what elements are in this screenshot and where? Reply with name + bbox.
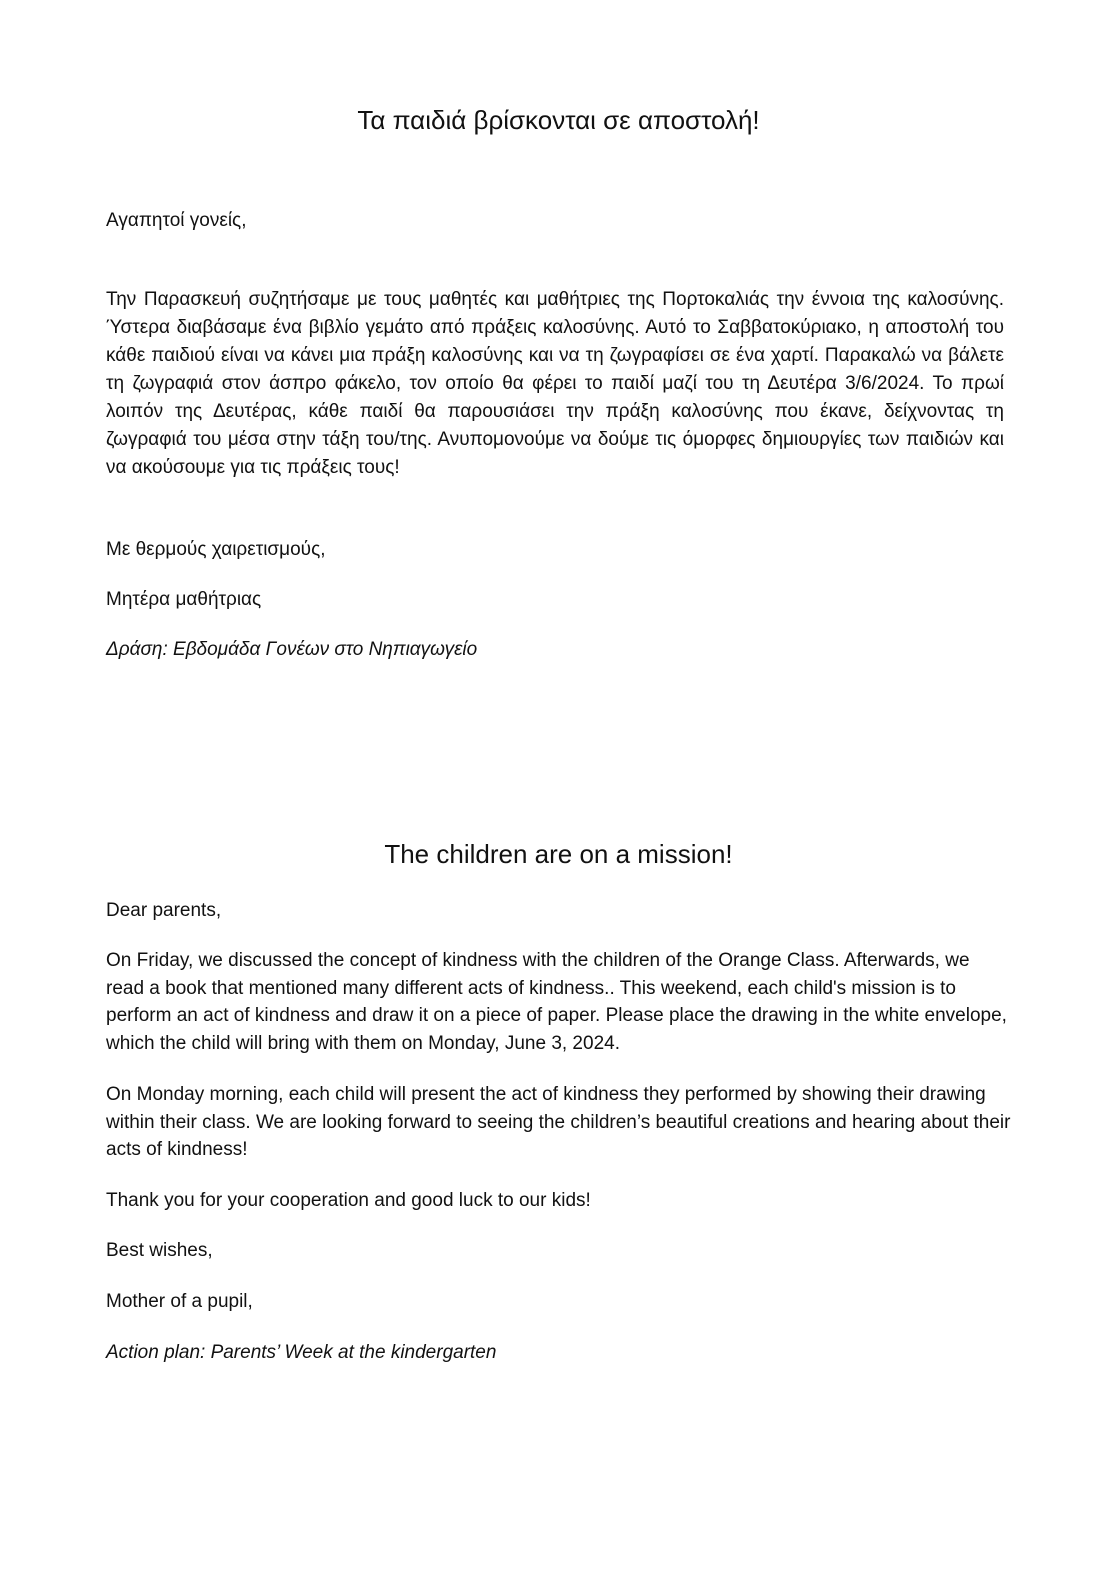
english-greeting: Dear parents, (106, 900, 222, 921)
english-signature: Mother of a pupil, (106, 1291, 253, 1312)
greek-action-plan: Δράση: Εβδομάδα Γονέων στο Νηπιαγωγείο (106, 639, 478, 660)
greek-signature: Μητέρα μαθήτριας (106, 589, 262, 610)
english-thanks: Thank you for your cooperation and good luck to our kids! (106, 1190, 591, 1211)
english-closing: Best wishes, (106, 1240, 213, 1261)
english-paragraph-2: On Monday morning, each child will present the act of kindness they performed by showing their drawing within their class. We are looking forward to seeing the children’s beautiful creations and hearing about their acts of kindness! (106, 1084, 1011, 1160)
greek-body-paragraph: Την Παρασκευή συζητήσαμε με τους μαθητές και μαθήτριες της Πορτοκαλιάς την έννοια της καλοσύνης. Ύστερα διαβάσαμε ένα βιβλίο γεμάτο από πράξεις καλοσύνης. Αυτό το Σαββατοκύριακο, η αποστολή του κάθε παιδιού είναι να κάνει μια πράξη καλοσύνης και να τη ζωγραφίσει σε ένα χαρτί. Παρακαλώ να βάλετε τη ζωγραφιά στον άσπρο φάκελο, τον οποίο θα φέρει το παιδί μαζί του τη Δευτέρα 3/6/2024. Το πρωί λοιπόν της Δευτέρας, κάθε παιδί θα παρουσιάσει την πράξη καλοσύνης που έκανε, δείχνοντας τη ζωγραφιά του μέσα στην τάξη του/της. Ανυπομονούμε να δούμε τις όμορφες δημιουργίες των παιδιών και να ακούσουμε για τις πράξεις τους! (106, 289, 1004, 478)
english-action-plan: Action plan: Parents’ Week at the kindergarten (106, 1342, 497, 1363)
greek-greeting: Αγαπητοί γονείς, (106, 210, 247, 231)
english-paragraph-1: On Friday, we discussed the concept of kindness with the children of the Orange Class. Afterwards, we read a book that mentioned many different acts of kindness.. This weekend, each child's mission is to perform an act of kindness and draw it on a piece of paper. Please place the drawing in the white envelope, which the child will bring with them on Monday, June 3, 2024. (106, 950, 1007, 1054)
english-title: The children are on a mission! (384, 839, 733, 869)
greek-title: Τα παιδιά βρίσκονται σε αποστολή! (357, 105, 760, 135)
greek-closing: Με θερμούς χαιρετισμούς, (106, 539, 326, 560)
